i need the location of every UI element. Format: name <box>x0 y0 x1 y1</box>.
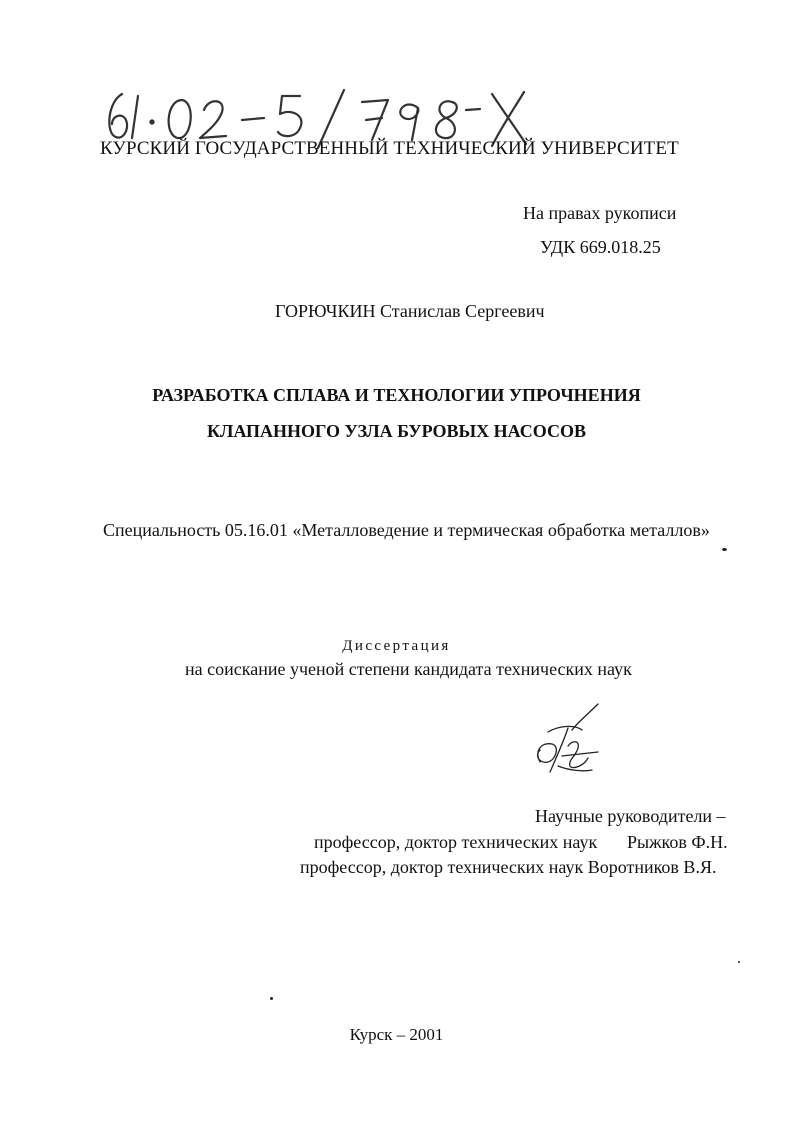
city-year: Курск – 2001 <box>349 1025 444 1044</box>
thesis-title-line-1: РАЗРАБОТКА СПЛАВА И ТЕХНОЛОГИИ УПРОЧНЕНИЯ <box>152 385 641 405</box>
supervisor-2: профессор, доктор технических наук Воротников В.Я. <box>300 857 717 877</box>
university-name: КУРСКИЙ ГОСУДАРСТВЕННЫЙ ТЕХНИЧЕСКИЙ УНИВЕРСИТЕТ <box>100 138 679 159</box>
dissertation-subtitle: на соискание ученой степени кандидата технических наук <box>185 659 632 679</box>
supervisors-heading: Научные руководители – <box>535 806 726 826</box>
thesis-title-line-2: КЛАПАННОГО УЗЛА БУРОВЫХ НАСОСОВ <box>207 421 586 441</box>
scan-speck <box>738 961 740 963</box>
udk-code: УДК 669.018.25 <box>540 237 661 257</box>
scan-speck <box>270 997 273 1000</box>
dissertation-label: Диссертация <box>342 638 451 654</box>
supervisor-1-name: Рыжков Ф.Н. <box>627 832 728 852</box>
author-name: ГОРЮЧКИН Станислав Сергеевич <box>275 301 545 321</box>
signature <box>528 700 606 786</box>
rights-notice: На правах рукописи <box>523 203 677 223</box>
scan-speck <box>722 548 727 551</box>
specialty: Специальность 05.16.01 «Металловедение и термическая обработка металлов» <box>103 520 710 540</box>
supervisor-1-role: профессор, доктор технических наук <box>314 832 598 852</box>
